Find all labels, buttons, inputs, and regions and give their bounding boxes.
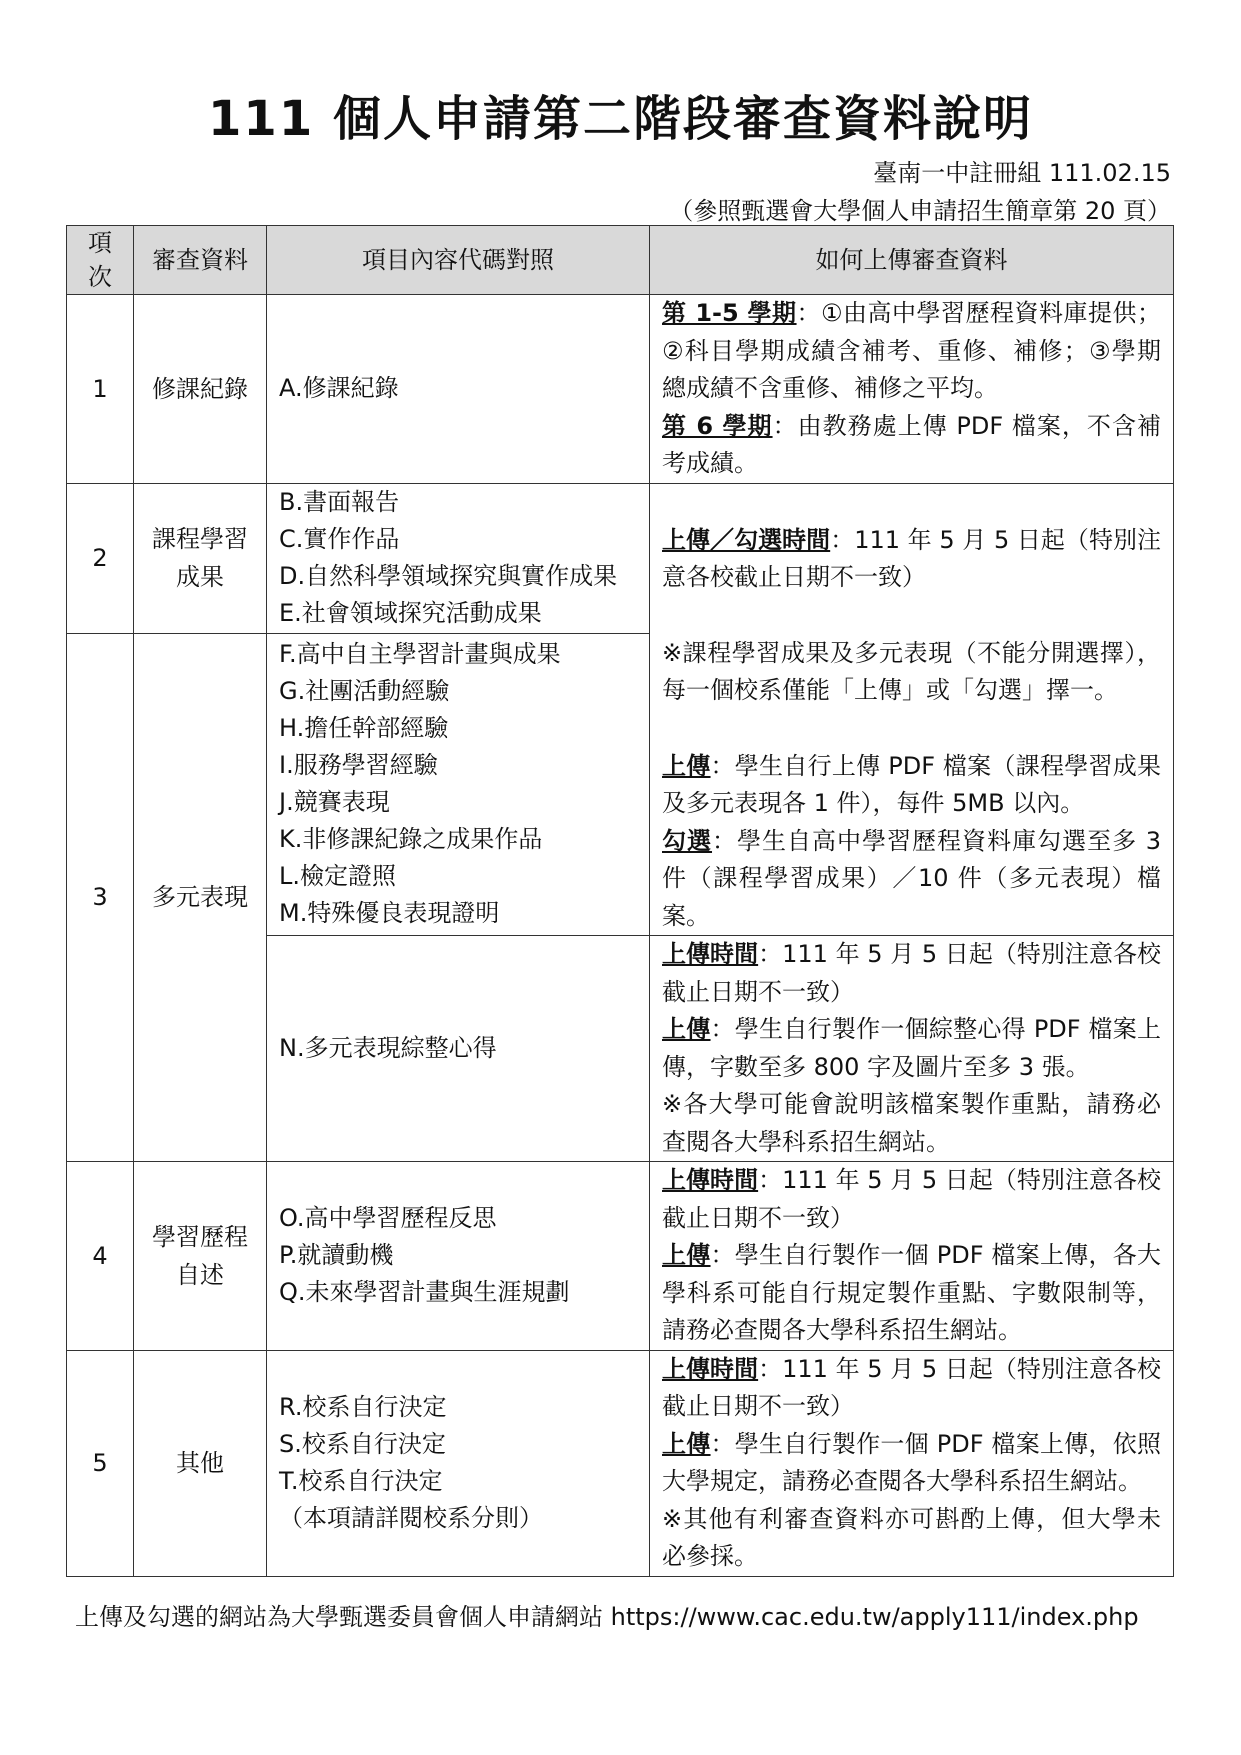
row-items — [267, 483, 650, 633]
footer-text: 上傳及勾選的網站為大學甄選委員會個人申請網站 — [75, 1603, 603, 1631]
category-line: 課程學習 — [152, 525, 248, 553]
semester-1-5-note — [662, 295, 1161, 408]
desc-label: 上傳時間 — [662, 940, 759, 968]
reference-note: （參照甄選會大學個人申請招生簡章第 20 頁） — [669, 197, 1171, 225]
list-item: L.檢定證照 — [279, 862, 396, 891]
upload-note — [662, 748, 1161, 823]
row-number: 5 — [67, 1350, 134, 1576]
upload-note — [662, 1426, 1161, 1501]
row-category: 修課紀錄 — [134, 295, 267, 484]
row-number: 1 — [67, 295, 134, 484]
desc-text: ：學生自行上傳 PDF 檔案（課程學習成果及多元表現各 1 件），每件 5MB 以內。 — [662, 751, 1162, 817]
row-category: 其他 — [134, 1350, 267, 1576]
review-materials-table — [66, 225, 1174, 1577]
list-item: D.自然科學領域探究與實作成果 — [279, 562, 618, 590]
desc-label: 上傳時間 — [662, 1354, 759, 1383]
page-title: 111 個人申請第二階段審查資料說明 — [208, 91, 1033, 147]
list-item: Q.未來學習計畫與生涯規劃 — [279, 1278, 570, 1307]
desc-text: ：學生自行製作一個綜整心得 PDF 檔案上傳，字數至多 800 字及圖片至多 3 張。 — [662, 1015, 1162, 1081]
header-upload-method: 如何上傳審查資料 — [650, 226, 1174, 295]
category-line: 成果 — [176, 563, 224, 591]
footer-url[interactable]: https://www.cac.edu.tw/apply111/index.php — [610, 1603, 1139, 1631]
header-category: 審查資料 — [134, 226, 267, 295]
desc-label: 上傳 — [662, 1429, 711, 1458]
header-item-no: 項次 — [67, 226, 134, 295]
desc-label: 勾選 — [662, 826, 713, 855]
desc-text: ：111 年 5 月 5 日起（特別注意各校截止日期不一致） — [662, 1166, 1162, 1232]
upload-time — [662, 1162, 1161, 1237]
list-item: P.就讀動機 — [279, 1241, 394, 1270]
row-description — [650, 1350, 1174, 1576]
desc-label: 上傳時間 — [662, 1166, 759, 1194]
list-item: A.修課紀錄 — [279, 374, 399, 403]
desc-label: 上傳 — [662, 1241, 711, 1269]
category-line: 自述 — [176, 1260, 224, 1289]
extra-note: ※各大學可能會說明該檔案製作重點，請務必查閱各大學科系招生網站。 — [662, 1090, 1161, 1156]
row-category — [134, 1162, 267, 1351]
desc-text: ：學生自高中學習歷程資料庫勾選至多 3 件（課程學習成果）／10 件（多元表現）檔案。 — [662, 826, 1161, 930]
desc-label: 第 6 學期 — [662, 411, 773, 440]
list-item: F.高中自主學習計畫與成果 — [279, 640, 561, 669]
category-line: 學習歷程 — [152, 1222, 248, 1251]
list-item: G.社團活動經驗 — [279, 677, 450, 706]
desc-text: ：111 年 5 月 5 日起（特別注意各校截止日期不一致） — [662, 1354, 1162, 1420]
row-number: 3 — [67, 633, 134, 1162]
desc-text: ：學生自行製作一個 PDF 檔案上傳，各大學科系可能自行規定製作重點、字數限制等，請務必查閱各大學科系招生網站。 — [662, 1241, 1162, 1344]
issuer-date: 臺南一中註冊組 111.02.15 — [873, 159, 1171, 187]
table-row — [67, 483, 1174, 633]
upload-note — [662, 1011, 1161, 1086]
header-item-codes: 項目內容代碼對照 — [267, 226, 650, 295]
semester-6-note — [662, 408, 1161, 483]
list-item: R.校系自行決定 — [279, 1393, 447, 1421]
table-header-row — [67, 226, 1174, 295]
row-items — [267, 1162, 650, 1351]
list-item: M.特殊優良表現證明 — [279, 899, 500, 928]
row-description — [650, 936, 1174, 1162]
check-note — [662, 823, 1161, 936]
row-items — [267, 295, 650, 484]
list-item: N.多元表現綜整心得 — [279, 1034, 497, 1062]
desc-label: 上傳 — [662, 1015, 711, 1043]
row-items — [267, 1350, 650, 1576]
shared-description — [650, 483, 1174, 936]
desc-label: 第 1-5 學期 — [662, 299, 797, 327]
list-item: （本項請詳閱校系分則） — [279, 1504, 543, 1532]
list-item: I.服務學習經驗 — [279, 751, 438, 780]
desc-label: 上傳／勾選時間 — [662, 525, 831, 554]
row-items — [267, 936, 650, 1162]
desc-text: ：①由高中學習歷程資料庫提供；②科目學期成績含補考、重修、補修；③學期總成績不含重修、補修之平均。 — [662, 299, 1161, 402]
choose-one-note: ※課程學習成果及多元表現（不能分開選擇），每一個校系僅能「上傳」或「勾選」擇一。 — [662, 638, 1161, 704]
desc-label: 上傳 — [662, 751, 711, 780]
row-description — [650, 295, 1174, 484]
list-item: J.競賽表現 — [279, 788, 390, 817]
row-number: 2 — [67, 483, 134, 633]
upload-time — [662, 936, 1161, 1011]
list-item: S.校系自行決定 — [279, 1430, 446, 1458]
upload-check-time — [662, 522, 1161, 597]
list-item: T.校系自行決定 — [279, 1467, 443, 1495]
list-item: E.社會領域探究活動成果 — [279, 599, 542, 627]
table-row — [67, 1162, 1174, 1351]
extra-note: ※其他有利審查資料亦可斟酌上傳，但大學未必參採。 — [662, 1504, 1161, 1570]
list-item: C.實作作品 — [279, 525, 400, 553]
row-category: 多元表現 — [134, 633, 267, 1162]
list-item: K.非修課紀錄之成果作品 — [279, 825, 543, 854]
list-item: H.擔任幹部經驗 — [279, 714, 449, 743]
row-items — [267, 633, 650, 936]
row-category — [134, 483, 267, 633]
desc-text: ：111 年 5 月 5 日起（特別注意各校截止日期不一致） — [662, 940, 1162, 1006]
desc-text: ：由教務處上傳 PDF 檔案，不含補考成績。 — [662, 411, 1161, 477]
footer-note — [75, 1597, 1139, 1632]
list-item: O.高中學習歷程反思 — [279, 1204, 497, 1233]
list-item: B.書面報告 — [279, 488, 400, 516]
table-row — [67, 295, 1174, 484]
desc-text: ：學生自行製作一個 PDF 檔案上傳，依照大學規定，請務必查閱各大學科系招生網站。 — [662, 1429, 1162, 1495]
desc-text: ：111 年 5 月 5 日起（特別注意各校截止日期不一致） — [662, 525, 1162, 591]
table-row — [67, 1350, 1174, 1576]
row-description — [650, 1162, 1174, 1351]
upload-note — [662, 1237, 1161, 1350]
upload-time — [662, 1351, 1161, 1426]
row-number: 4 — [67, 1162, 134, 1351]
